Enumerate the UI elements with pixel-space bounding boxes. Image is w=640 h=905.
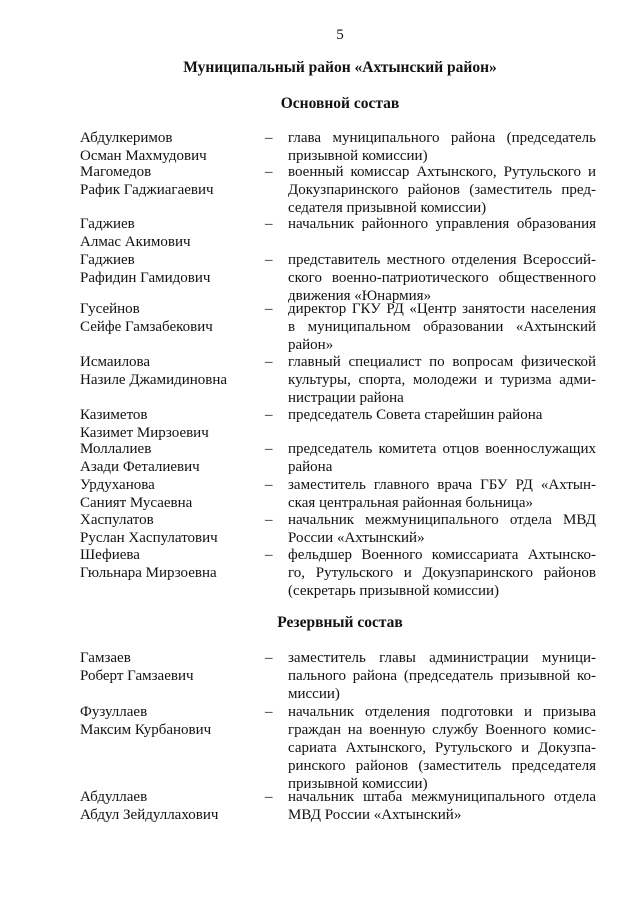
member-name-line: Исмаилова [80, 354, 151, 370]
member-role [288, 251, 596, 305]
member-role-line: миссии) [288, 686, 340, 702]
member-name-line: Казиметов [80, 407, 148, 423]
member-role-line: заместитель главного врача ГБУ РД «Ахтын- [288, 477, 596, 493]
member-name-line: Фузуллаев [80, 704, 148, 720]
member-name-line: Рафик Гаджиагаевич [80, 182, 214, 198]
member-role-line: нистрации района [288, 390, 404, 406]
member-name [80, 300, 260, 336]
member-name [80, 649, 260, 685]
member-role [288, 511, 596, 547]
dash-separator: – [265, 650, 273, 666]
member-role-line: заместитель главы администрации муници- [288, 650, 596, 666]
dash-separator: – [265, 477, 273, 493]
member-name-line: Магомедов [80, 164, 152, 180]
member-role [288, 476, 596, 512]
member-role-line: начальник межмуниципального отдела МВД [288, 512, 596, 528]
member-name [80, 353, 260, 389]
member-name [80, 129, 260, 165]
member-name-line: Максим Курбанович [80, 722, 212, 738]
member-name [80, 215, 260, 251]
member-name [80, 511, 260, 547]
member-role [288, 546, 596, 600]
member-role-line: сариата Ахтынского, Рутульского и Докузпа- [288, 740, 596, 756]
member-role-line: район» [288, 337, 334, 353]
member-role-line: движения «Юнармия» [288, 288, 432, 304]
member-role-line: России «Ахтынский» [288, 530, 425, 546]
dash-separator: – [265, 441, 273, 457]
member-name [80, 546, 260, 582]
member-role-line: фельдшер Военного комиссариата Ахтынско- [288, 547, 596, 563]
member-role-line: военный комиссар Ахтынского, Рутульского и [288, 164, 596, 180]
member-role-line: МВД России «Ахтынский» [288, 807, 462, 823]
member-name [80, 476, 260, 512]
member-name-line: Гамзаев [80, 650, 131, 666]
member-name-line: Абдулкеримов [80, 130, 173, 146]
dash-separator: – [265, 130, 273, 146]
member-role-line: председатель Совета старейшин района [288, 407, 543, 423]
dash-separator: – [265, 301, 273, 317]
page-number: 5 [336, 27, 344, 43]
member-name-line: Моллалиев [80, 441, 152, 457]
member-role [288, 703, 596, 793]
member-name-line: Сейфе Гамзабекович [80, 319, 213, 335]
member-role-line: глава муниципального района (председатель [288, 130, 596, 146]
member-role-line: начальник отделения подготовки и призыва [288, 704, 596, 720]
member-role-line: (секретарь призывной комиссии) [288, 583, 499, 599]
member-role [288, 353, 596, 407]
member-name-line: Абдул Зейдуллахович [80, 807, 219, 823]
member-role-line: граждан на военную службу Военного комис- [288, 722, 596, 738]
member-name [80, 163, 260, 199]
member-name-line: Азади Феталиевич [80, 459, 200, 475]
member-name-line: Абдуллаев [80, 789, 148, 805]
document-title: Муниципальный район «Ахтынский район» [183, 59, 497, 76]
member-role-line: Докузпаринского районов (заместитель пред- [288, 182, 596, 198]
member-name-line: Гаджиев [80, 252, 135, 268]
dash-separator: – [265, 354, 273, 370]
member-name-line: Гюльнара Мирзоевна [80, 565, 217, 581]
member-role [288, 440, 596, 476]
member-role-line: в муниципальном образовании «Ахтынский [288, 319, 596, 335]
member-name-line: Хаспулатов [80, 512, 154, 528]
member-name-line: Шефиева [80, 547, 140, 563]
dash-separator: – [265, 164, 273, 180]
member-role-line: ская центральная районная больница» [288, 495, 533, 511]
member-role-line: представитель местного отделения Всероссий- [288, 252, 596, 268]
member-name-line: Рафидин Гамидович [80, 270, 211, 286]
member-name-line: Алмас Акимович [80, 234, 191, 250]
member-role-line: начальник районного управления образования [288, 216, 596, 232]
dash-separator: – [265, 789, 273, 805]
dash-separator: – [265, 216, 273, 232]
member-name-line: Казимет Мирзоевич [80, 425, 209, 441]
member-name-line: Гаджиев [80, 216, 135, 232]
member-role [288, 129, 596, 165]
member-role-line: ринского районов (заместитель председателя [288, 758, 596, 774]
member-role-line: призывной комиссии) [288, 776, 428, 792]
dash-separator: – [265, 547, 273, 563]
member-name [80, 703, 260, 739]
dash-separator: – [265, 512, 273, 528]
main-section-heading: Основной состав [280, 95, 400, 112]
dash-separator: – [265, 252, 273, 268]
member-role-line: председатель комитета отцов военнослужащих [288, 441, 596, 457]
reserve-section-heading: Резервный состав [277, 614, 403, 631]
member-role-line: директор ГКУ РД «Центр занятости населения [288, 301, 596, 317]
member-name [80, 406, 260, 442]
member-role-line: пального района (председатель призывной ко- [288, 668, 596, 684]
member-role-line: начальник штаба межмуниципального отдела [288, 789, 596, 805]
member-name-line: Осман Махмудович [80, 148, 207, 164]
member-role-line: ского военно-патриотического общественного [288, 270, 596, 286]
member-role-line: главный специалист по вопросам физической [288, 354, 596, 370]
member-name-line: Гусейнов [80, 301, 140, 317]
member-role [288, 788, 596, 824]
member-name-line: Руслан Хаспулатович [80, 530, 218, 546]
member-role-line: района [288, 459, 333, 475]
member-role-line: призывной комиссии) [288, 148, 428, 164]
member-name [80, 251, 260, 287]
member-role-line: седателя призывной комиссии) [288, 200, 487, 216]
dash-separator: – [265, 407, 273, 423]
member-role-line: го, Рутульского и Докузпаринского районов [288, 565, 596, 581]
member-name-line: Саният Мусаевна [80, 495, 193, 511]
member-role [288, 163, 596, 217]
member-role [288, 215, 596, 233]
dash-separator: – [265, 704, 273, 720]
member-name-line: Назиле Джамидиновна [80, 372, 228, 388]
member-name [80, 440, 260, 476]
member-name-line: Урдуханова [80, 477, 155, 493]
member-name [80, 788, 260, 824]
member-role [288, 300, 596, 354]
member-name-line: Роберт Гамзаевич [80, 668, 194, 684]
member-role [288, 406, 596, 424]
member-role-line: культуры, спорта, молодежи и туризма адми- [288, 372, 596, 388]
member-role [288, 649, 596, 703]
